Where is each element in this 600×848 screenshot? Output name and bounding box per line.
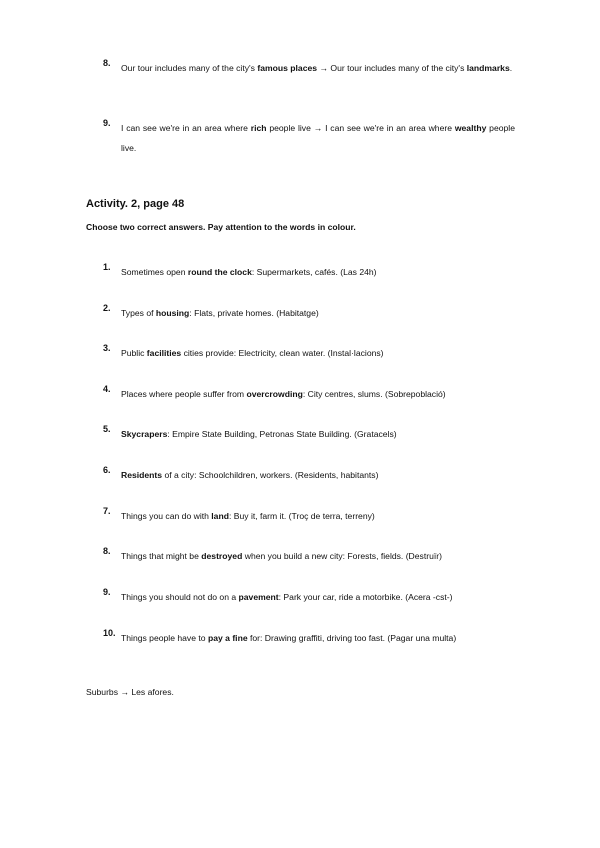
item-text	[121, 546, 515, 566]
text-run: Our tour includes many of the city's	[121, 63, 258, 73]
text-run: : Supermarkets, cafés. (Las 24h)	[251, 267, 377, 277]
text-run: .	[509, 63, 513, 73]
text-run: when you build a new city: Forests, fields. (Destruïr)	[242, 551, 442, 561]
activity-list-item	[103, 384, 515, 404]
text-run: Things people have to	[121, 633, 208, 643]
activity-list-item	[103, 546, 515, 566]
item-number: 8.	[103, 58, 111, 68]
emphasized-term: landmarks	[466, 63, 510, 73]
text-run: → Our tour includes many of the city's	[317, 63, 467, 73]
emphasized-term: wealthy	[454, 123, 487, 133]
activity-list-item	[103, 587, 515, 607]
item-text	[121, 628, 515, 648]
item-number: 10.	[103, 628, 116, 638]
activity-list-item	[103, 465, 515, 485]
item-number: 3.	[103, 343, 111, 353]
item-number: 9.	[103, 587, 111, 597]
emphasized-term: pay a fine	[207, 633, 248, 643]
activity-list-item	[103, 262, 515, 282]
activity-list-item	[103, 343, 515, 363]
item-text	[121, 506, 515, 526]
emphasized-term: rich	[250, 123, 267, 133]
emphasized-term: destroyed	[201, 551, 243, 561]
text-run: for: Drawing graffiti, driving too fast. (Pagar una multa)	[247, 633, 457, 643]
text-run: : Flats, private homes. (Habitatge)	[189, 308, 319, 318]
activity-list-item	[103, 506, 515, 526]
item-text	[121, 58, 515, 78]
emphasized-term: pavement	[238, 592, 279, 602]
text-run: Sometimes open	[121, 267, 188, 277]
item-number: 4.	[103, 384, 111, 394]
text-run: Things that might be	[121, 551, 202, 561]
item-text	[121, 303, 515, 323]
suburbs-note: Suburbs → Les afores.	[86, 687, 174, 697]
text-run: : Buy it, farm it. (Troç de terra, terreny)	[228, 511, 375, 521]
item-text	[121, 465, 515, 485]
emphasized-term: housing	[155, 308, 190, 318]
text-run: I can see we're in an area where	[121, 123, 251, 133]
text-run: : City centres, slums. (Sobrepoblació)	[302, 389, 446, 399]
emphasized-term: overcrowding	[246, 389, 303, 399]
item-number: 5.	[103, 424, 111, 434]
text-run: : Park your car, ride a motorbike. (Acera -cst-)	[278, 592, 453, 602]
emphasized-term: Residents	[121, 470, 163, 480]
item-number: 8.	[103, 546, 111, 556]
activity-list-item	[103, 424, 515, 444]
item-number: 9.	[103, 118, 111, 128]
text-run: Places where people suffer from	[121, 389, 247, 399]
item-number: 1.	[103, 262, 111, 272]
item-text	[121, 587, 515, 607]
text-run: people live.	[121, 123, 515, 153]
text-run: Types of	[121, 308, 156, 318]
emphasized-term: famous places	[257, 63, 318, 73]
item-text	[121, 424, 515, 444]
item-number: 6.	[103, 465, 111, 475]
text-run: people live → I can see we're in an area where	[266, 123, 455, 133]
emphasized-term: Skycrapers	[121, 429, 168, 439]
emphasized-term: land	[211, 511, 229, 521]
text-run: Public	[121, 348, 147, 358]
first-list-item	[103, 58, 515, 78]
emphasized-term: round the clock	[187, 267, 252, 277]
emphasized-term: facilities	[146, 348, 182, 358]
text-run: : Empire State Building, Petronas State Building. (Gratacels)	[167, 429, 397, 439]
activity-list-item	[103, 303, 515, 323]
item-text	[121, 262, 515, 282]
activity-heading: Activity. 2, page 48	[86, 198, 185, 210]
item-number: 7.	[103, 506, 111, 516]
text-run: cities provide: Electricity, clean water. (Instal·lacions)	[181, 348, 384, 358]
text-run: Things you should not do on a	[121, 592, 239, 602]
text-run: Things you can do with	[121, 511, 212, 521]
item-text	[121, 384, 515, 404]
item-number: 2.	[103, 303, 111, 313]
activity-instructions: Choose two correct answers. Pay attention to the words in colour.	[86, 222, 356, 232]
item-text	[121, 118, 515, 158]
activity-list-item	[103, 628, 515, 648]
first-list-item	[103, 118, 515, 158]
text-run: of a city: Schoolchildren, workers. (Residents, habitants)	[162, 470, 379, 480]
item-text	[121, 343, 515, 363]
